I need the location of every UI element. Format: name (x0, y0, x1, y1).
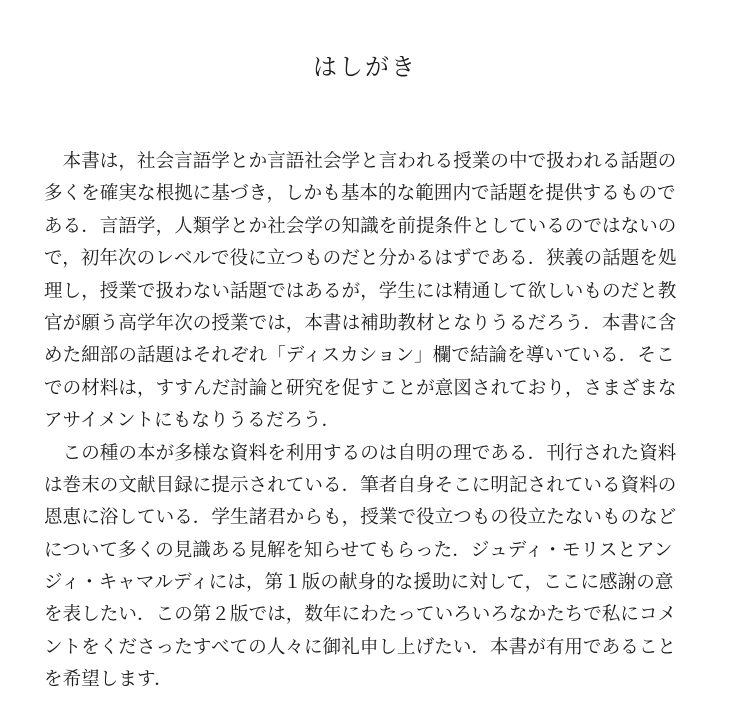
text-line: ある．言語学，人類学とか社会学の知識を前提条件としているのではないの (44, 215, 677, 237)
body-text (44, 146, 704, 697)
paragraph-2 (44, 438, 704, 697)
text-line: 官が願う高学年次の授業では，本書は補助教材となりうるだろう．本書に含 (44, 312, 677, 334)
text-line: 本書は，社会言語学とか言語社会学と言われる授業の中で扱われる話題の (44, 151, 677, 172)
text-line: について多くの見識ある見解を知らせてもらった．ジュディ・モリスとアン (44, 539, 673, 561)
text-line: ントをくださったすべての人々に御礼申し上げたい．本書が有用であること (44, 636, 677, 658)
text-line: ジィ・キャマルディには，第１版の献身的な援助に対して，ここに感謝の意 (44, 572, 674, 594)
text-line: で，初年次のレベルで役に立つものだと分かるはずである．狭義の話題を処 (44, 248, 677, 270)
page-title: はしがき (313, 53, 417, 81)
text-line: 多くを確実な根拠に基づき，しかも基本的な範囲内で話題を提供するもので (44, 183, 676, 205)
text-line: 恩恵に浴している．学生諸君からも，授業で役立つもの役立たないものなど (44, 507, 677, 529)
text-line: めた細部の話題はそれぞれ「ディスカション」欄で結論を導いている．そこ (44, 345, 675, 367)
paragraph-1 (44, 146, 704, 438)
text-line: アサイメントにもなりうるだろう． (44, 410, 341, 432)
text-line: 理し，授業で扱わない話題ではあるが，学生には精通して欲しいものだと教 (44, 280, 677, 302)
text-line: を表したい．この第２版では，数年にわたっていろいろなかたちで私にコメ (44, 604, 677, 626)
text-line: は巻末の文献目録に提示されている．筆者自身そこに明記されている資料の (44, 474, 677, 496)
text-line: この種の本が多様な資料を利用するのは自明の理である．刊行された資料 (44, 442, 677, 464)
text-line: を希望します． (44, 669, 173, 691)
text-line: での材料は，すすんだ討論と研究を促すことが意図されており，さまざまな (44, 377, 677, 399)
